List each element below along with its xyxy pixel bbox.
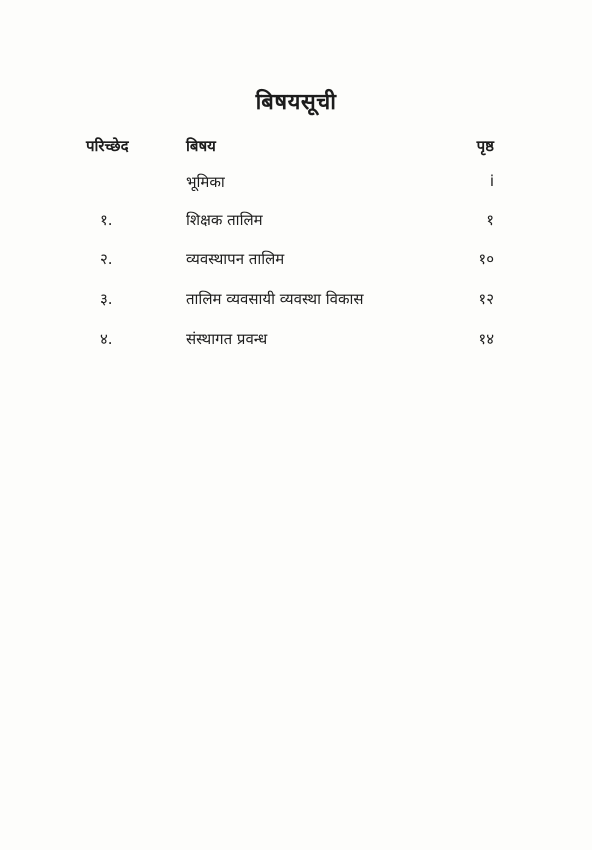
toc-subject: भूमिका — [186, 173, 225, 191]
toc-page-number: १२ — [478, 290, 494, 308]
toc-page-number: १० — [478, 250, 494, 268]
page-title: बिषयसूची — [255, 90, 337, 115]
toc-subject: व्यवस्थापन तालिम — [186, 250, 285, 268]
toc-row-training-professional-development — [0, 289, 592, 313]
toc-row-introduction — [0, 172, 592, 196]
toc-page-number: i — [489, 172, 494, 190]
toc-subject: शिक्षक तालिम — [186, 211, 263, 229]
toc-chapter-number: ४. — [100, 330, 113, 348]
toc-header-row — [0, 136, 592, 160]
toc-row-institutional-arrangement — [0, 329, 592, 353]
subject-column-header: बिषय — [186, 137, 216, 155]
toc-subject: तालिम व्यवसायी व्यवस्था विकास — [186, 290, 364, 308]
toc-row-teacher-training — [0, 210, 592, 234]
toc-page-number: १४ — [478, 330, 494, 348]
page-column-header: पृष्ठ — [476, 137, 494, 155]
toc-subject: संस्थागत प्रवन्ध — [186, 330, 268, 348]
toc-chapter-number: १. — [100, 211, 113, 229]
toc-row-management-training — [0, 249, 592, 273]
chapter-column-header: परिच्छेद — [86, 137, 129, 155]
toc-page-number: १ — [486, 211, 494, 229]
toc-chapter-number: २. — [100, 250, 113, 268]
toc-chapter-number: ३. — [100, 290, 113, 308]
